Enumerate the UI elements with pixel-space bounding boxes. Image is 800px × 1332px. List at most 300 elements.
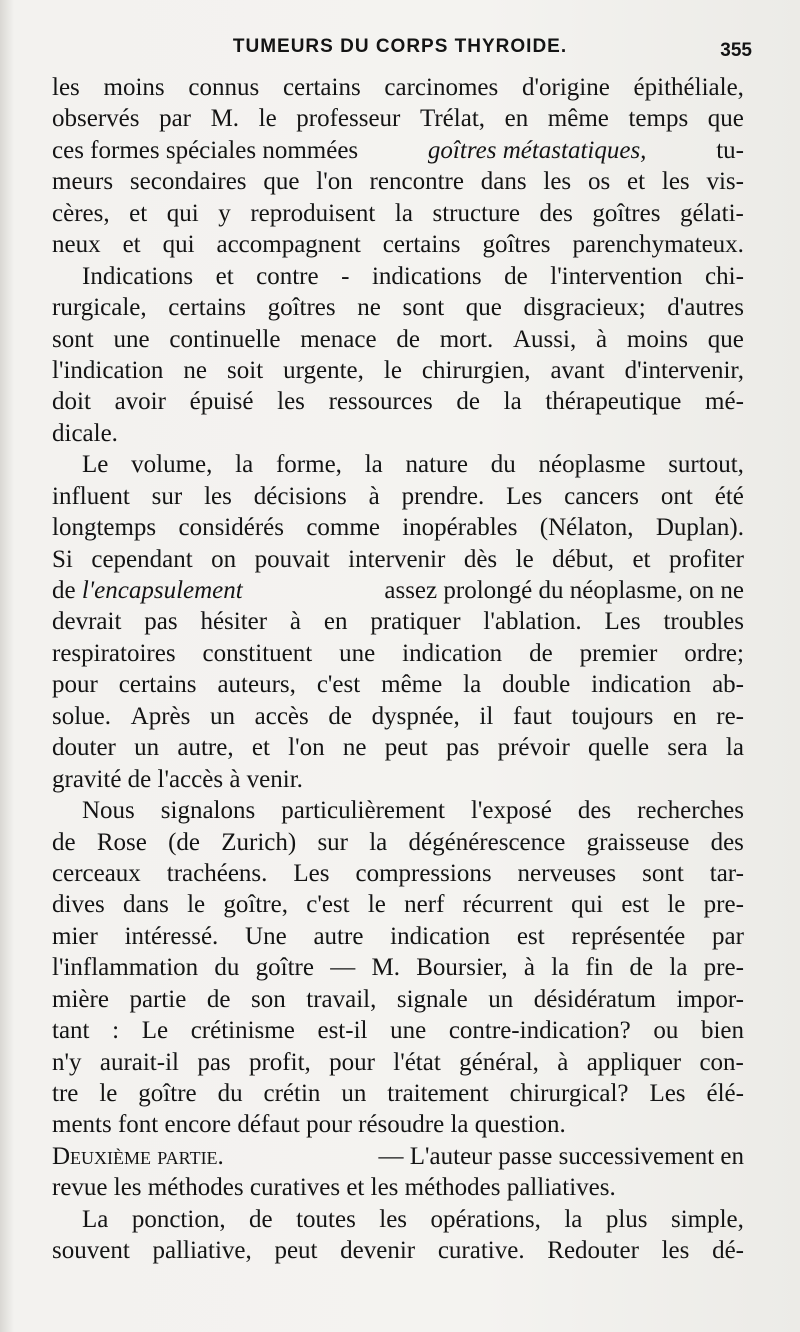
word: et bbox=[251, 734, 270, 762]
word: travail, bbox=[306, 985, 377, 1013]
word: chirurgien, bbox=[421, 356, 531, 384]
word: et bbox=[632, 545, 651, 573]
word: contre-indication? bbox=[448, 1017, 631, 1045]
word: en bbox=[673, 702, 697, 730]
text-line bbox=[52, 575, 744, 606]
word: pour bbox=[52, 671, 98, 699]
word: du bbox=[490, 451, 516, 479]
word: curative. bbox=[437, 1237, 525, 1265]
word: M. bbox=[371, 954, 400, 982]
word: Redouter bbox=[547, 1237, 639, 1265]
word: pas bbox=[197, 1048, 231, 1076]
word: respiratoires bbox=[52, 639, 176, 667]
word: néoplasme bbox=[538, 451, 646, 479]
word: sera bbox=[667, 734, 708, 762]
word: la bbox=[725, 734, 744, 762]
word: intéressé. bbox=[124, 922, 219, 950]
word: appliquer bbox=[586, 1048, 682, 1076]
text-line bbox=[52, 166, 744, 197]
word: Les bbox=[293, 859, 330, 887]
word: autre bbox=[313, 922, 364, 950]
word: signalons bbox=[160, 797, 256, 825]
word: solue. bbox=[52, 702, 112, 730]
word: Si bbox=[52, 545, 73, 573]
word: indication bbox=[402, 639, 503, 667]
text-line bbox=[52, 1015, 744, 1046]
word: aurait-il bbox=[99, 1048, 179, 1076]
word: dyspnée, bbox=[371, 702, 460, 730]
word: récurrent bbox=[462, 891, 553, 919]
italic-term: l'encapsulement bbox=[81, 577, 243, 604]
word: crétinisme bbox=[190, 1017, 295, 1045]
running-head bbox=[0, 36, 800, 66]
word: mière bbox=[52, 985, 109, 1013]
word: goîtres bbox=[267, 294, 336, 322]
word: M. bbox=[210, 105, 240, 133]
word: simple, bbox=[670, 1205, 744, 1233]
word: il bbox=[479, 702, 494, 730]
word: l'état bbox=[393, 1048, 441, 1076]
word: profiter bbox=[668, 545, 744, 573]
word: Le bbox=[141, 1017, 169, 1045]
word: épuisé bbox=[189, 388, 254, 416]
text-line bbox=[52, 889, 744, 920]
text-segment: — L'auteur passe successivement en bbox=[378, 1142, 744, 1170]
word: et bbox=[215, 262, 234, 290]
word: n'y bbox=[52, 1048, 82, 1076]
word: pouvait bbox=[254, 545, 330, 573]
word: de bbox=[629, 954, 654, 982]
word: accès bbox=[254, 702, 309, 730]
word: parenchymateux. bbox=[572, 231, 744, 259]
text-line bbox=[52, 701, 744, 732]
word: pour bbox=[329, 1048, 375, 1076]
word: premier bbox=[579, 639, 658, 667]
word: de bbox=[504, 262, 528, 290]
word: sont bbox=[402, 294, 445, 322]
word: surtout, bbox=[668, 451, 744, 479]
word: bien bbox=[700, 1017, 744, 1045]
text-line bbox=[52, 827, 744, 858]
text-line bbox=[52, 135, 744, 166]
word: un bbox=[210, 702, 235, 730]
word: le bbox=[258, 105, 277, 133]
word: de bbox=[529, 639, 553, 667]
word: les bbox=[543, 168, 572, 196]
text-line bbox=[52, 481, 744, 512]
word: certains bbox=[168, 294, 246, 322]
word: ordre; bbox=[684, 639, 744, 667]
word: professeur bbox=[296, 105, 401, 133]
word: doit bbox=[52, 388, 91, 416]
word: - bbox=[341, 262, 350, 290]
word: décisions bbox=[253, 482, 347, 510]
word: est bbox=[621, 891, 650, 919]
word: la bbox=[369, 828, 388, 856]
word: ne bbox=[342, 734, 367, 762]
word: traitement bbox=[387, 1080, 489, 1107]
word: constituent bbox=[202, 639, 313, 667]
word: chirurgical? bbox=[509, 1080, 629, 1107]
word: structure bbox=[432, 199, 520, 227]
word: de bbox=[456, 388, 480, 416]
word: le bbox=[667, 891, 686, 919]
word: prévoir bbox=[497, 734, 570, 762]
word: et bbox=[627, 168, 646, 196]
word: thérapeutique bbox=[545, 388, 682, 416]
word: le bbox=[367, 891, 386, 919]
word: de bbox=[52, 828, 76, 856]
word: on bbox=[211, 545, 237, 573]
word: crétin bbox=[263, 1080, 321, 1107]
word: vis- bbox=[706, 168, 744, 196]
word: épithéliale, bbox=[633, 74, 744, 101]
word: les bbox=[379, 1205, 408, 1233]
paragraph-end-line: dicale. bbox=[52, 419, 118, 447]
text-line bbox=[52, 544, 744, 575]
word: le bbox=[187, 891, 206, 919]
word: con- bbox=[699, 1048, 744, 1076]
word: observés bbox=[52, 105, 140, 133]
paragraph-start-line bbox=[52, 261, 744, 292]
word: général, bbox=[459, 1048, 539, 1076]
word: mé- bbox=[705, 388, 744, 416]
text-line bbox=[52, 669, 744, 700]
word: l'ablation. bbox=[483, 608, 582, 636]
word: par bbox=[712, 922, 744, 950]
paragraph-start-line bbox=[52, 795, 744, 826]
word: la bbox=[394, 199, 413, 227]
word: intervenir bbox=[348, 545, 446, 573]
word: soit bbox=[227, 356, 264, 384]
word: la bbox=[551, 954, 570, 982]
text-line bbox=[52, 386, 744, 417]
word: la bbox=[235, 451, 254, 479]
word: opérations, bbox=[430, 1205, 541, 1233]
word: urgente, bbox=[283, 356, 364, 384]
word: peut bbox=[384, 734, 428, 762]
word: les bbox=[277, 388, 305, 416]
word: contre bbox=[256, 262, 319, 290]
word: d'intervenir, bbox=[624, 356, 744, 384]
word: sur bbox=[317, 828, 348, 856]
word: le bbox=[383, 356, 402, 384]
word: l'on bbox=[288, 734, 325, 762]
word: faut bbox=[512, 702, 552, 730]
word: plus bbox=[605, 1205, 648, 1233]
word: sont bbox=[642, 859, 684, 887]
word: (Nélaton, bbox=[539, 514, 634, 542]
word: secondaires bbox=[129, 168, 247, 196]
word: troubles bbox=[663, 608, 744, 636]
word: prendre. bbox=[401, 482, 485, 510]
text-line bbox=[52, 858, 744, 889]
word: même bbox=[547, 105, 609, 133]
word: d'autres bbox=[667, 294, 744, 322]
word: avoir bbox=[114, 388, 166, 416]
text-line bbox=[52, 1235, 744, 1266]
word: des bbox=[577, 797, 612, 825]
word: dans bbox=[123, 891, 169, 919]
word: : bbox=[112, 1017, 120, 1045]
word: certains bbox=[282, 74, 361, 101]
text-fragment: de bbox=[52, 577, 76, 604]
word: ab- bbox=[712, 671, 744, 699]
word: le bbox=[99, 1080, 118, 1107]
word: re- bbox=[716, 702, 744, 730]
word: rurgicale, bbox=[52, 294, 147, 322]
word: de bbox=[396, 325, 420, 353]
word: forme, bbox=[275, 451, 342, 479]
word: sur bbox=[151, 482, 183, 510]
word: l'inflammation bbox=[52, 954, 199, 982]
word: les bbox=[52, 74, 80, 101]
word: ont bbox=[660, 482, 693, 510]
word: le bbox=[515, 545, 534, 573]
word: avant bbox=[550, 356, 605, 384]
word: toutes bbox=[296, 1205, 356, 1233]
word: été bbox=[714, 482, 744, 510]
word: particulièrement bbox=[281, 797, 445, 825]
body-text bbox=[52, 72, 744, 1267]
word: pre- bbox=[703, 954, 744, 982]
word: Le bbox=[82, 451, 109, 479]
word: cerceaux bbox=[52, 859, 141, 887]
text-line bbox=[52, 292, 744, 323]
word: tre bbox=[52, 1080, 79, 1107]
word: goître, bbox=[223, 891, 288, 919]
word: Trélat, bbox=[419, 105, 486, 133]
word: cependant bbox=[91, 545, 193, 573]
text-line bbox=[52, 198, 744, 229]
word: à bbox=[368, 482, 380, 510]
word: la bbox=[503, 388, 522, 416]
word: ponction, bbox=[131, 1205, 226, 1233]
word: une bbox=[339, 639, 376, 667]
paragraph-start-line bbox=[52, 449, 744, 480]
word: en bbox=[323, 608, 348, 636]
word: Indications bbox=[82, 262, 194, 290]
word: par bbox=[159, 105, 191, 133]
word: nature bbox=[405, 451, 468, 479]
word: nerveuses bbox=[517, 859, 617, 887]
word: les bbox=[204, 482, 232, 510]
word: douter bbox=[52, 734, 116, 762]
word: que bbox=[263, 168, 300, 196]
word: l'indication bbox=[52, 356, 164, 384]
word: meurs bbox=[52, 168, 114, 196]
word: moins bbox=[103, 74, 165, 101]
word: pas bbox=[144, 608, 178, 636]
word: nerf bbox=[404, 891, 445, 919]
word: La bbox=[82, 1205, 109, 1233]
page-number: 355 bbox=[720, 40, 752, 61]
word: devenir bbox=[340, 1237, 416, 1265]
word: que bbox=[707, 325, 744, 353]
text-line bbox=[52, 355, 744, 386]
word: goîtres bbox=[482, 231, 551, 259]
word: os bbox=[587, 168, 611, 196]
paragraph-start-line bbox=[52, 1204, 744, 1235]
text-line bbox=[52, 638, 744, 669]
word: de bbox=[206, 985, 231, 1013]
word: qui bbox=[166, 199, 199, 227]
word: disgracieux; bbox=[523, 294, 646, 322]
word: temps bbox=[628, 105, 689, 133]
word: les bbox=[661, 168, 690, 196]
word: c'est bbox=[316, 671, 361, 699]
word: impor- bbox=[676, 985, 744, 1013]
word: fin bbox=[585, 954, 614, 982]
word: une bbox=[390, 1017, 427, 1045]
text-line bbox=[52, 103, 744, 134]
word: la bbox=[669, 954, 688, 982]
word: autre, bbox=[177, 734, 234, 762]
word: Boursier, bbox=[416, 954, 508, 982]
word: carcinomes bbox=[384, 74, 499, 101]
word: Rose bbox=[96, 828, 147, 856]
word: graisseuse bbox=[586, 828, 690, 856]
word: (de bbox=[168, 828, 200, 856]
word: quelle bbox=[588, 734, 650, 762]
word: même bbox=[381, 671, 443, 699]
word: et bbox=[129, 199, 148, 227]
word: y bbox=[218, 199, 231, 227]
word: accompagnent bbox=[216, 231, 361, 259]
text-segment: tu- bbox=[716, 136, 744, 164]
word: tar- bbox=[709, 859, 744, 887]
word: dives bbox=[52, 891, 105, 919]
word: goître bbox=[255, 954, 314, 982]
word: la bbox=[463, 671, 482, 699]
word: à bbox=[523, 954, 535, 982]
word: pre- bbox=[703, 891, 744, 919]
word: son bbox=[251, 985, 286, 1013]
word: une bbox=[113, 325, 150, 353]
text-line bbox=[52, 324, 744, 355]
word: Les bbox=[649, 1080, 686, 1107]
word: à bbox=[557, 1048, 569, 1076]
text-line bbox=[52, 229, 744, 260]
word: dégénérescence bbox=[408, 828, 566, 856]
word: que bbox=[465, 294, 502, 322]
word: ou bbox=[653, 1017, 679, 1045]
word: partie bbox=[129, 985, 187, 1013]
word: du bbox=[214, 954, 240, 982]
word: toujours bbox=[571, 702, 654, 730]
word: l'on bbox=[316, 168, 353, 196]
word: Après bbox=[130, 702, 191, 730]
word: l'intervention bbox=[550, 262, 683, 290]
word: un bbox=[488, 985, 514, 1013]
word: début, bbox=[552, 545, 614, 573]
word: inopérables bbox=[402, 514, 518, 542]
text-segment: ces formes spéciales nommées bbox=[52, 136, 359, 164]
word: rencontre bbox=[369, 168, 464, 196]
word: l'exposé bbox=[470, 797, 552, 825]
word: ne bbox=[357, 294, 381, 322]
word: neux bbox=[52, 231, 101, 259]
word: — bbox=[330, 954, 356, 982]
word: Nous bbox=[82, 797, 135, 825]
word: volume, bbox=[131, 451, 213, 479]
word: moins bbox=[626, 325, 688, 353]
text-line bbox=[52, 984, 744, 1015]
word: un bbox=[341, 1080, 367, 1107]
word: influent bbox=[52, 482, 130, 510]
word: à bbox=[595, 325, 608, 353]
word: la bbox=[564, 1205, 583, 1233]
word: comme bbox=[306, 514, 380, 542]
word: Une bbox=[245, 922, 287, 950]
word: les bbox=[661, 1237, 690, 1265]
word: peut bbox=[274, 1237, 318, 1265]
word: cancers bbox=[564, 482, 640, 510]
text-line bbox=[52, 732, 744, 763]
word: représentée bbox=[571, 922, 686, 950]
text-segment: assez prolongé du néoplasme, on ne bbox=[384, 577, 744, 604]
word: de bbox=[328, 702, 352, 730]
word: un bbox=[134, 734, 160, 762]
word: la bbox=[364, 451, 383, 479]
word: Les bbox=[506, 482, 543, 510]
word: dé- bbox=[712, 1237, 744, 1265]
italic-term: goîtres métastatiques, bbox=[427, 136, 647, 164]
word: Les bbox=[604, 608, 641, 636]
word: recherches bbox=[637, 797, 744, 825]
word: de bbox=[249, 1205, 273, 1233]
running-title: TUMEURS DU CORPS THYROIDE. bbox=[232, 36, 568, 57]
text-line bbox=[52, 1078, 744, 1109]
word: qui bbox=[571, 891, 604, 919]
section-label: Deuxième partie. bbox=[52, 1142, 224, 1170]
word: pratiquer bbox=[370, 608, 461, 636]
word: à bbox=[289, 608, 302, 636]
text-line bbox=[52, 72, 744, 103]
word: reproduisent bbox=[250, 199, 376, 227]
word: des bbox=[710, 828, 744, 856]
word: palliative, bbox=[152, 1237, 252, 1265]
word: et bbox=[122, 231, 141, 259]
word: du bbox=[217, 1080, 243, 1107]
word: d'origine bbox=[521, 74, 610, 101]
word: auteurs, bbox=[217, 671, 296, 699]
word: ne bbox=[183, 356, 208, 384]
word: est-il bbox=[317, 1017, 368, 1045]
word: tant bbox=[52, 1017, 90, 1045]
text-line bbox=[52, 1047, 744, 1078]
word: indication bbox=[390, 922, 491, 950]
word: gélati- bbox=[680, 199, 744, 227]
word: menace bbox=[300, 325, 377, 353]
word: en bbox=[504, 105, 529, 133]
word: longtemps bbox=[52, 514, 157, 542]
word: élé- bbox=[706, 1080, 744, 1107]
text-line bbox=[52, 606, 744, 637]
word: qui bbox=[162, 231, 195, 259]
word: connus bbox=[188, 74, 260, 101]
word: signale bbox=[396, 985, 468, 1013]
word: trachéens. bbox=[166, 859, 268, 887]
word: continuelle bbox=[169, 325, 281, 353]
word: considérés bbox=[178, 514, 285, 542]
word: mort. bbox=[439, 325, 494, 353]
text-line bbox=[52, 921, 744, 952]
paragraph-end-line: revue les méthodes curatives et les méthodes palliatives. bbox=[52, 1174, 616, 1202]
word: compressions bbox=[355, 859, 492, 887]
word: goîtres bbox=[592, 199, 661, 227]
word: hésiter bbox=[200, 608, 268, 636]
